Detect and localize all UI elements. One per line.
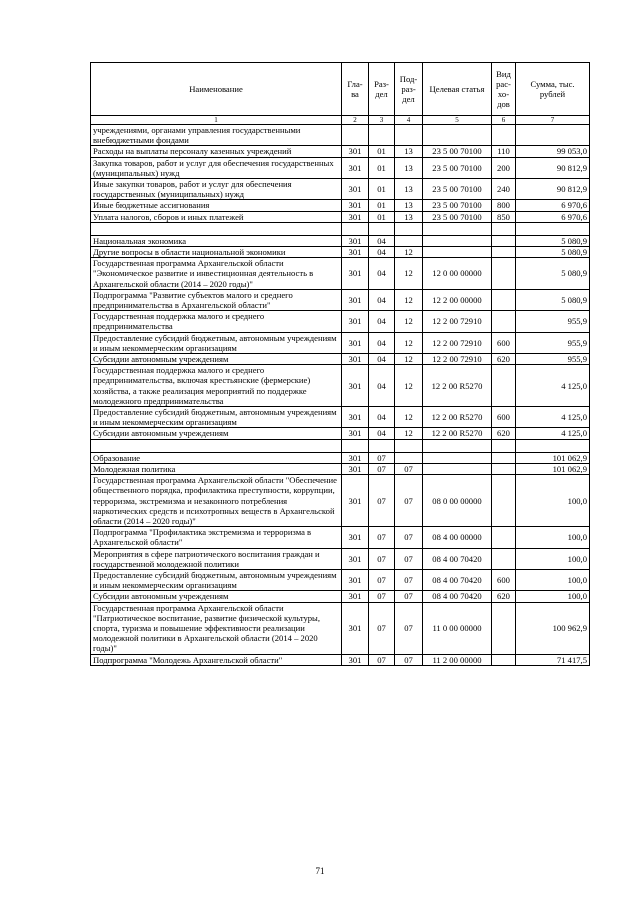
header-razdel: Раз-дел: [369, 63, 395, 116]
row-glava-cell: 301: [342, 146, 369, 157]
row-summa-cell: 4 125,0: [516, 428, 590, 439]
column-number: 4: [395, 116, 423, 125]
row-glava-cell: 301: [342, 591, 369, 602]
header-vid: Вид рас-хо-дов: [492, 63, 516, 116]
row-summa-cell: [516, 125, 590, 146]
budget-table: [90, 62, 590, 666]
row-statya-cell: 23 5 00 70100: [423, 200, 492, 211]
row-vid-cell: [492, 289, 516, 310]
table-row: [91, 602, 590, 654]
row-name-cell: Закупка товаров, работ и услуг для обеспечения государственных (муниципальных) нужд: [91, 157, 342, 178]
row-summa-cell: 955,9: [516, 332, 590, 353]
row-vid-cell: [492, 439, 516, 452]
row-statya-cell: 23 5 00 70100: [423, 179, 492, 200]
row-statya-cell: [423, 125, 492, 146]
row-statya-cell: 12 2 00 00000: [423, 289, 492, 310]
row-glava-cell: 301: [342, 602, 369, 654]
row-summa-cell: 6 970,6: [516, 200, 590, 211]
row-glava-cell: 301: [342, 527, 369, 548]
row-podrazdel-cell: 12: [395, 311, 423, 332]
row-summa-cell: 4 125,0: [516, 365, 590, 407]
row-vid-cell: 600: [492, 407, 516, 428]
row-summa-cell: 99 053,0: [516, 146, 590, 157]
row-podrazdel-cell: 07: [395, 463, 423, 474]
row-name-cell: Образование: [91, 452, 342, 463]
table-row: [91, 569, 590, 590]
row-statya-cell: [423, 222, 492, 235]
row-vid-cell: 620: [492, 591, 516, 602]
row-name-cell: Иные бюджетные ассигнования: [91, 200, 342, 211]
row-name-cell: Мероприятия в сфере патриотического воспитания граждан и государственной молодежной политики: [91, 548, 342, 569]
table-row: [91, 179, 590, 200]
row-podrazdel-cell: 07: [395, 527, 423, 548]
row-statya-cell: 23 5 00 70100: [423, 211, 492, 222]
row-podrazdel-cell: 12: [395, 354, 423, 365]
row-glava-cell: 301: [342, 200, 369, 211]
row-name-cell: Другие вопросы в области национальной экономики: [91, 247, 342, 258]
row-summa-cell: 5 080,9: [516, 258, 590, 290]
row-name-cell: Предоставление субсидий бюджетным, автономным учреждениям и иным некоммерческим организациям: [91, 407, 342, 428]
row-vid-cell: [492, 365, 516, 407]
row-name-cell: Субсидии автономным учреждениям: [91, 428, 342, 439]
row-podrazdel-cell: 07: [395, 548, 423, 569]
page-number: 71: [315, 866, 325, 876]
row-podrazdel-cell: 07: [395, 654, 423, 665]
column-number: 1: [91, 116, 342, 125]
row-vid-cell: 850: [492, 211, 516, 222]
table-row: [91, 289, 590, 310]
row-name-cell: Государственная программа Архангельской области "Экономическое развитие и инвестиционная деятельность в Архангельской области (2014 – 2020 годы)": [91, 258, 342, 290]
row-razdel-cell: 01: [369, 211, 395, 222]
row-statya-cell: 11 0 00 00000: [423, 602, 492, 654]
row-razdel-cell: 07: [369, 569, 395, 590]
row-razdel-cell: 04: [369, 407, 395, 428]
header-statya: Целевая статья: [423, 63, 492, 116]
table-row: [91, 258, 590, 290]
row-summa-cell: 100,0: [516, 548, 590, 569]
row-razdel-cell: [369, 222, 395, 235]
row-statya-cell: 11 2 00 00000: [423, 654, 492, 665]
row-vid-cell: 620: [492, 354, 516, 365]
row-podrazdel-cell: 12: [395, 428, 423, 439]
row-vid-cell: [492, 548, 516, 569]
row-statya-cell: 12 0 00 00000: [423, 258, 492, 290]
row-vid-cell: 620: [492, 428, 516, 439]
row-statya-cell: [423, 235, 492, 246]
row-razdel-cell: 07: [369, 654, 395, 665]
table-row: [91, 211, 590, 222]
table-row: [91, 146, 590, 157]
row-statya-cell: 08 4 00 70420: [423, 569, 492, 590]
row-razdel-cell: 07: [369, 475, 395, 527]
row-podrazdel-cell: 12: [395, 289, 423, 310]
row-vid-cell: 600: [492, 332, 516, 353]
row-summa-cell: [516, 222, 590, 235]
row-statya-cell: 12 2 00 R5270: [423, 428, 492, 439]
row-name-cell: Подпрограмма "Профилактика экстремизма и терроризма в Архангельской области": [91, 527, 342, 548]
row-razdel-cell: 04: [369, 289, 395, 310]
row-summa-cell: 4 125,0: [516, 407, 590, 428]
table-row: [91, 365, 590, 407]
row-razdel-cell: 04: [369, 332, 395, 353]
row-summa-cell: 5 080,9: [516, 235, 590, 246]
row-summa-cell: 5 080,9: [516, 289, 590, 310]
row-razdel-cell: 07: [369, 463, 395, 474]
row-summa-cell: 90 812,9: [516, 179, 590, 200]
row-vid-cell: [492, 463, 516, 474]
row-podrazdel-cell: 13: [395, 157, 423, 178]
row-vid-cell: [492, 247, 516, 258]
row-statya-cell: 23 5 00 70100: [423, 146, 492, 157]
row-glava-cell: 301: [342, 569, 369, 590]
table-row: [91, 591, 590, 602]
column-number: 7: [516, 116, 590, 125]
row-statya-cell: 12 2 00 72910: [423, 354, 492, 365]
row-vid-cell: [492, 222, 516, 235]
row-vid-cell: 110: [492, 146, 516, 157]
row-vid-cell: 600: [492, 569, 516, 590]
row-glava-cell: 301: [342, 247, 369, 258]
row-podrazdel-cell: 12: [395, 332, 423, 353]
row-vid-cell: [492, 258, 516, 290]
row-summa-cell: [516, 439, 590, 452]
row-statya-cell: 08 4 00 00000: [423, 527, 492, 548]
header-name: Наименование: [91, 63, 342, 116]
row-glava-cell: 301: [342, 289, 369, 310]
row-razdel-cell: 01: [369, 146, 395, 157]
row-statya-cell: 08 4 00 70420: [423, 548, 492, 569]
row-summa-cell: 6 970,6: [516, 211, 590, 222]
row-statya-cell: 23 5 00 70100: [423, 157, 492, 178]
row-razdel-cell: [369, 439, 395, 452]
row-vid-cell: [492, 125, 516, 146]
row-statya-cell: 12 2 00 R5270: [423, 365, 492, 407]
row-podrazdel-cell: 12: [395, 247, 423, 258]
row-podrazdel-cell: 12: [395, 407, 423, 428]
row-name-cell: Субсидии автономным учреждениям: [91, 591, 342, 602]
row-podrazdel-cell: 12: [395, 365, 423, 407]
row-podrazdel-cell: 13: [395, 179, 423, 200]
row-glava-cell: 301: [342, 654, 369, 665]
row-razdel-cell: [369, 125, 395, 146]
table-row: [91, 463, 590, 474]
row-name-cell: Предоставление субсидий бюджетным, автономным учреждениям и иным некоммерческим организациям: [91, 332, 342, 353]
row-glava-cell: 301: [342, 311, 369, 332]
row-summa-cell: 100,0: [516, 569, 590, 590]
row-glava-cell: 301: [342, 354, 369, 365]
table-row: [91, 311, 590, 332]
table-row: [91, 247, 590, 258]
row-statya-cell: [423, 247, 492, 258]
row-razdel-cell: 04: [369, 311, 395, 332]
row-podrazdel-cell: 07: [395, 475, 423, 527]
row-podrazdel-cell: [395, 439, 423, 452]
row-glava-cell: [342, 222, 369, 235]
row-vid-cell: [492, 602, 516, 654]
row-name-cell: Предоставление субсидий бюджетным, автономным учреждениям и иным некоммерческим организациям: [91, 569, 342, 590]
header-podrazdel: Под-раз-дел: [395, 63, 423, 116]
row-summa-cell: 5 080,9: [516, 247, 590, 258]
row-razdel-cell: 01: [369, 179, 395, 200]
row-vid-cell: 240: [492, 179, 516, 200]
row-statya-cell: [423, 439, 492, 452]
row-podrazdel-cell: [395, 235, 423, 246]
table-row: [91, 548, 590, 569]
table-row: [91, 475, 590, 527]
row-summa-cell: 101 062,9: [516, 452, 590, 463]
row-razdel-cell: 04: [369, 235, 395, 246]
row-podrazdel-cell: 12: [395, 258, 423, 290]
table-row: [91, 452, 590, 463]
row-glava-cell: 301: [342, 179, 369, 200]
table-row: [91, 407, 590, 428]
row-podrazdel-cell: 07: [395, 602, 423, 654]
row-glava-cell: 301: [342, 452, 369, 463]
row-vid-cell: [492, 311, 516, 332]
row-summa-cell: 71 417,5: [516, 654, 590, 665]
table-row: [91, 125, 590, 146]
row-glava-cell: 301: [342, 332, 369, 353]
row-summa-cell: 100,0: [516, 475, 590, 527]
table-row: [91, 157, 590, 178]
row-statya-cell: 12 2 00 72910: [423, 332, 492, 353]
row-razdel-cell: 07: [369, 527, 395, 548]
row-razdel-cell: 07: [369, 602, 395, 654]
row-podrazdel-cell: [395, 222, 423, 235]
row-razdel-cell: 04: [369, 428, 395, 439]
row-vid-cell: [492, 527, 516, 548]
table-row: [91, 354, 590, 365]
row-razdel-cell: 04: [369, 258, 395, 290]
row-name-cell: [91, 439, 342, 452]
row-name-cell: [91, 222, 342, 235]
row-podrazdel-cell: [395, 125, 423, 146]
row-glava-cell: [342, 439, 369, 452]
row-podrazdel-cell: 13: [395, 146, 423, 157]
row-summa-cell: 90 812,9: [516, 157, 590, 178]
row-name-cell: Государственная поддержка малого и среднего предпринимательства: [91, 311, 342, 332]
column-number: 3: [369, 116, 395, 125]
row-statya-cell: [423, 452, 492, 463]
row-name-cell: Подпрограмма "Молодежь Архангельской области": [91, 654, 342, 665]
blank-row: [91, 439, 590, 452]
row-statya-cell: 12 2 00 72910: [423, 311, 492, 332]
column-number: 6: [492, 116, 516, 125]
row-name-cell: Государственная поддержка малого и среднего предпринимательства, включая крестьянские (фермерские) хозяйства, а также реализация мероприятий по поддержке молодежного предпринимательства: [91, 365, 342, 407]
row-glava-cell: 301: [342, 428, 369, 439]
row-razdel-cell: 07: [369, 591, 395, 602]
row-vid-cell: 200: [492, 157, 516, 178]
row-glava-cell: 301: [342, 365, 369, 407]
row-vid-cell: [492, 235, 516, 246]
row-glava-cell: 301: [342, 235, 369, 246]
row-glava-cell: 301: [342, 407, 369, 428]
row-statya-cell: [423, 463, 492, 474]
row-glava-cell: [342, 125, 369, 146]
row-statya-cell: 08 4 00 70420: [423, 591, 492, 602]
row-podrazdel-cell: [395, 452, 423, 463]
row-podrazdel-cell: 07: [395, 591, 423, 602]
table-row: [91, 332, 590, 353]
header-summa: Сумма, тыс. рублей: [516, 63, 590, 116]
column-number: 5: [423, 116, 492, 125]
row-name-cell: Субсидии автономным учреждениям: [91, 354, 342, 365]
row-glava-cell: 301: [342, 211, 369, 222]
row-name-cell: Государственная программа Архангельской области "Обеспечение общественного порядка, профилактика преступности, коррупции, терроризма, экстремизма и незаконного потребления наркотических средств и психотропных веществ в Архангельской области (2014 – 2020 годы)": [91, 475, 342, 527]
row-glava-cell: 301: [342, 258, 369, 290]
row-podrazdel-cell: 13: [395, 211, 423, 222]
row-statya-cell: 08 0 00 00000: [423, 475, 492, 527]
row-name-cell: Уплата налогов, сборов и иных платежей: [91, 211, 342, 222]
row-summa-cell: 101 062,9: [516, 463, 590, 474]
row-name-cell: Государственная программа Архангельской области "Патриотическое воспитание, развитие физической культуры, спорта, туризма и повышение эффективности реализации молодежной политики в Архангельской области (2014 – 2020 годы)": [91, 602, 342, 654]
row-name-cell: Подпрограмма "Развитие субъектов малого и среднего предпринимательства в Архангельской области": [91, 289, 342, 310]
blank-row: [91, 222, 590, 235]
row-name-cell: Молодежная политика: [91, 463, 342, 474]
row-vid-cell: 800: [492, 200, 516, 211]
table-row: [91, 428, 590, 439]
row-vid-cell: [492, 452, 516, 463]
row-glava-cell: 301: [342, 548, 369, 569]
row-statya-cell: 12 2 00 R5270: [423, 407, 492, 428]
row-summa-cell: 955,9: [516, 311, 590, 332]
row-vid-cell: [492, 654, 516, 665]
header-glava: Гла-ва: [342, 63, 369, 116]
column-number-row: [91, 116, 590, 125]
row-summa-cell: 100 962,9: [516, 602, 590, 654]
row-razdel-cell: 04: [369, 365, 395, 407]
row-razdel-cell: 01: [369, 200, 395, 211]
row-name-cell: Иные закупки товаров, работ и услуг для обеспечения государственных (муниципальных) нужд: [91, 179, 342, 200]
row-glava-cell: 301: [342, 157, 369, 178]
row-glava-cell: 301: [342, 463, 369, 474]
table-row: [91, 654, 590, 665]
row-summa-cell: 100,0: [516, 591, 590, 602]
row-name-cell: Национальная экономика: [91, 235, 342, 246]
row-name-cell: учреждениями, органами управления государственными внебюджетными фондами: [91, 125, 342, 146]
row-podrazdel-cell: 13: [395, 200, 423, 211]
row-summa-cell: 100,0: [516, 527, 590, 548]
table-row: [91, 200, 590, 211]
row-vid-cell: [492, 475, 516, 527]
row-summa-cell: 955,9: [516, 354, 590, 365]
table-row: [91, 527, 590, 548]
row-razdel-cell: 07: [369, 548, 395, 569]
table-row: [91, 235, 590, 246]
row-razdel-cell: 04: [369, 247, 395, 258]
row-name-cell: Расходы на выплаты персоналу казенных учреждений: [91, 146, 342, 157]
row-glava-cell: 301: [342, 475, 369, 527]
row-razdel-cell: 01: [369, 157, 395, 178]
header-row: [91, 63, 590, 116]
row-razdel-cell: 07: [369, 452, 395, 463]
row-razdel-cell: 04: [369, 354, 395, 365]
row-podrazdel-cell: 07: [395, 569, 423, 590]
column-number: 2: [342, 116, 369, 125]
